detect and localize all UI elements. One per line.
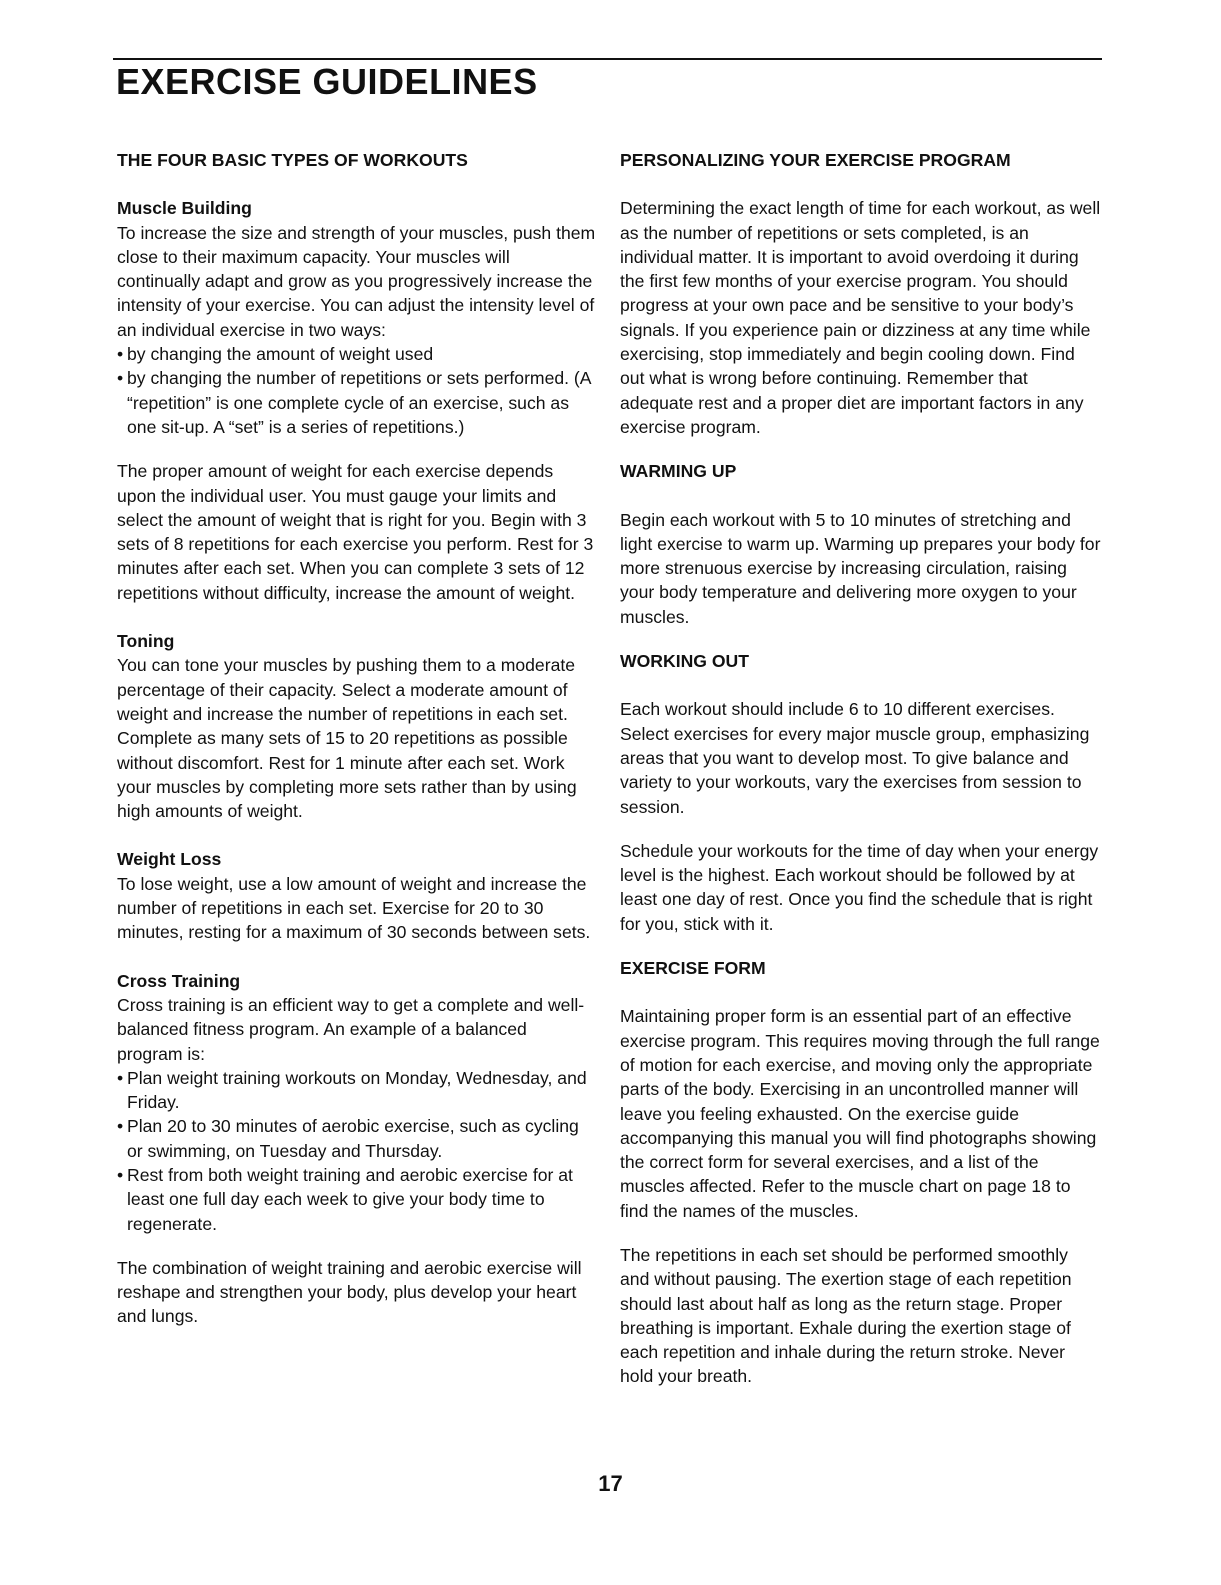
section-heading-personalizing: PERSONALIZING YOUR EXERCISE PROGRAM [620, 150, 1011, 170]
cross-training-bullet-list [117, 1066, 597, 1236]
subheading-cross-training: Cross Training [117, 970, 241, 991]
subheading-muscle-building: Muscle Building [117, 198, 252, 219]
subheading-toning: Toning [117, 631, 175, 652]
exercise-form-paragraph-2: The repetitions in each set should be performed smoothly and without pausing. The exertion stage of each repetition should last about half as long as the return stage. Proper breathing is important. Exhale during the exertion stage of each repetition and inhale during the return stroke. Never hold your breath. [620, 1244, 1072, 1387]
working-out-paragraph-2: Schedule your workouts for the time of day when your energy level is the highest. Each workout should be followed by at least one day of rest. Once you find the schedule that is right for you, stick with it. [620, 840, 1099, 934]
muscle-building-bullet-list [117, 342, 597, 439]
section-heading-exercise-form: EXERCISE FORM [620, 958, 766, 979]
section-heading-workout-types: THE FOUR BASIC TYPES OF WORKOUTS [117, 150, 468, 170]
warming-up-paragraph: Begin each workout with 5 to 10 minutes of stretching and light exercise to warm up. Warming up prepares your body for more strenuous exercise by increasing circulation, raising your body temperature and delivering more oxygen to your muscles. [620, 509, 1101, 627]
working-out-paragraph-1: Each workout should include 6 to 10 different exercises. Select exercises for every major muscle group, emphasizing areas that you want to develop most. To give balance and variety to your workouts, vary the exercises from session to session. [620, 699, 1090, 817]
cross-training-paragraph-1: Cross training is an efficient way to get a complete and well-balanced fitness program. An example of a balanced program is: [117, 994, 585, 1064]
personalizing-paragraph: Determining the exact length of time for each workout, as well as the number of repetitions or sets completed, is an individual matter. It is important to avoid overdoing it during the first few months of your exercise program. You should progress at your own pace and be sensitive to your body’s signals. If you experience pain or dizziness at any time while exercising, stop immediately and begin cooling down. Find out what is wrong before continuing. Remember that adequate rest and a proper diet are important factors in any exercise program. [620, 198, 1101, 437]
list-item: • Plan weight training workouts on Monday, Wednesday, and Friday. [117, 1066, 597, 1115]
toning-paragraph: You can tone your muscles by pushing them to a moderate percentage of their capacity. Select a moderate amount of weight and increase the number of repetitions in each set. Complete as many sets of 15 to 20 repetitions as possible without discomfort. Rest for 1 minute after each set. Work your muscles by completing more sets rather than by using high amounts of weight. [117, 655, 577, 822]
exercise-form-paragraph-1: Maintaining proper form is an essential part of an effective exercise program. This requires moving through the full range of motion for each exercise, and moving only the appropriate parts of the body. Exercising in an uncontrolled manner will leave you feeling exhausted. On the exercise guide accompanying this manual you will find photographs showing the correct form for several exercises, and a list of the muscles affected. Refer to the muscle chart on page 18 to find the names of the muscles. [620, 1006, 1100, 1221]
section-heading-working-out: WORKING OUT [620, 651, 750, 672]
list-item: • Plan 20 to 30 minutes of aerobic exercise, such as cycling or swimming, on Tuesday and Thursday. [117, 1114, 597, 1163]
section-heading-warming-up: WARMING UP [620, 461, 737, 482]
weight-loss-paragraph: To lose weight, use a low amount of weight and increase the number of repetitions in each set. Exercise for 20 to 30 minutes, resting for a maximum of 30 seconds between sets. [117, 873, 591, 943]
left-column [117, 148, 597, 1329]
page-number: 17 [598, 1471, 623, 1496]
list-item: • by changing the number of repetitions or sets performed. (A “repetition” is one complete cycle of an exercise, such as one sit-up. A “set” is a series of repetitions.) [117, 366, 597, 439]
subheading-weight-loss: Weight Loss [117, 849, 222, 870]
right-column [620, 148, 1102, 1389]
cross-training-paragraph-2: The combination of weight training and aerobic exercise will reshape and strengthen your body, plus develop your heart and lungs. [117, 1257, 582, 1327]
muscle-building-paragraph-2: The proper amount of weight for each exercise depends upon the individual user. You must gauge your limits and select the amount of weight that is right for you. Begin with 3 sets of 8 repetitions for each exercise you perform. Rest for 3 minutes after each set. When you can complete 3 sets of 12 repetitions without difficulty, increase the amount of weight. [117, 461, 594, 603]
page-title: EXERCISE GUIDELINES [116, 61, 538, 102]
list-item: • by changing the amount of weight used [117, 342, 597, 366]
muscle-building-paragraph-1: To increase the size and strength of your muscles, push them close to their maximum capacity. Your muscles will continually adapt and grow as you progressively increase the intensity of your exercise. You can adjust the intensity level of an individual exercise in two ways: [117, 222, 596, 340]
list-item: • Rest from both weight training and aerobic exercise for at least one full day each week to give your body time to regenerate. [117, 1163, 597, 1236]
